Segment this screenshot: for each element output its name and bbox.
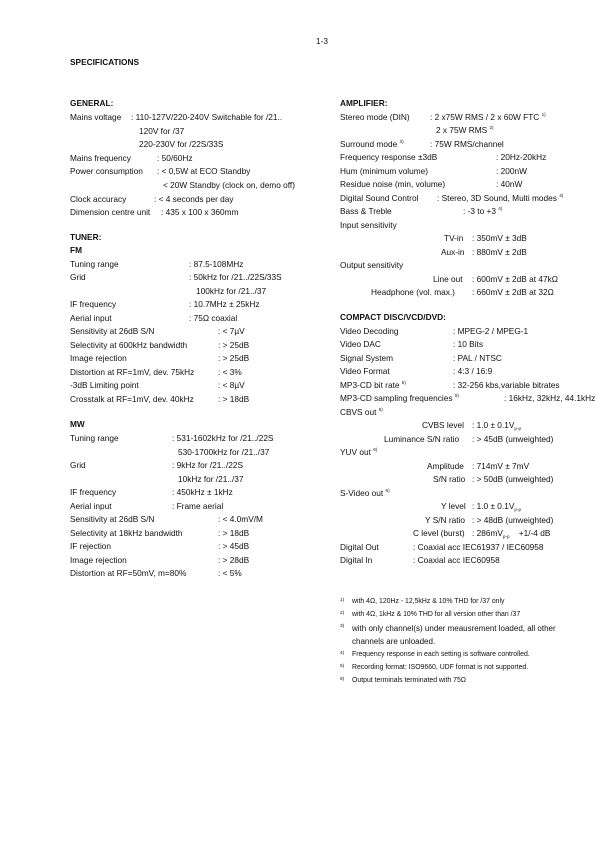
fm-row-value: : < 7µV bbox=[218, 326, 245, 336]
surround-value: : 75W RMS/channel bbox=[430, 139, 504, 149]
dsc-label: Digital Sound Control bbox=[340, 193, 419, 203]
fm-row-value: : < 3% bbox=[218, 367, 242, 377]
input-sensitivity-label: Input sensitivity bbox=[340, 220, 397, 230]
output-sensitivity-label: Output sensitivity bbox=[340, 260, 404, 270]
video-dac-value: : 10 Bits bbox=[453, 339, 483, 349]
digital-in-label: Digital In bbox=[340, 555, 373, 565]
residue-value: : 40nW bbox=[496, 179, 523, 189]
stereo-value-2: 2 x 75W RMS $^{2)}$ bbox=[436, 125, 494, 135]
freq-value: : 20Hz-20kHz bbox=[496, 152, 547, 162]
fm-row-label: Grid bbox=[70, 272, 86, 282]
mains-frequency-label: Mains frequency bbox=[70, 153, 131, 163]
mw-row-label: Image rejection bbox=[70, 555, 127, 565]
footnote-mark: 5) bbox=[340, 664, 345, 669]
ylevel-value: : $1.0 \pm 0.1V_{p-p}$ bbox=[472, 501, 522, 512]
mw-row-value: : 9kHz for /21../22S bbox=[172, 460, 244, 470]
video-dac-label: Video DAC bbox=[340, 339, 381, 349]
mw-row-value: 530-1700kHz for /21../37 bbox=[178, 447, 270, 457]
svideo-label: S-Video out $^{6)}$ bbox=[340, 488, 390, 498]
mw-row-value: : > 45dB bbox=[218, 541, 250, 551]
mw-row-value: : > 18dB bbox=[218, 528, 250, 538]
mw-row-value: : 531-1602kHz for /21../22S bbox=[172, 433, 274, 443]
luminance-label: Luminance S/N ratio bbox=[384, 434, 460, 444]
fm-row-label: Distortion at RF=1mV, dev. 75kHz bbox=[70, 367, 195, 377]
footnote-text: with 4Ω, 1kHz & 10% THD for all version other than /37 bbox=[352, 611, 521, 618]
format-label: Video Format bbox=[340, 366, 390, 376]
mp3-bitrate-value: : 32-256 kbs,variable bitrates bbox=[453, 380, 560, 390]
fm-row-value: : 87.5-108MHz bbox=[189, 259, 244, 269]
footnote-text: Recording format: ISO9660, UDF format is not supported. bbox=[352, 664, 529, 671]
signal-label: Signal System bbox=[340, 353, 394, 363]
hum-value: : 200nW bbox=[496, 166, 527, 176]
digital-out-label: Digital Out bbox=[340, 542, 379, 552]
digital-out-value: : Coaxial acc IEC61937 / IEC60958 bbox=[413, 542, 544, 552]
fm-row-label: Selectivity at 600kHz bandwidth bbox=[70, 340, 188, 350]
footnote-mark: 1) bbox=[340, 598, 345, 603]
fm-row-label: IF frequency bbox=[70, 299, 117, 309]
mw-row-label: Sensitivity at 26dB S/N bbox=[70, 514, 155, 524]
mw-row-label: Selectivity at 18kHz bandwidth bbox=[70, 528, 183, 538]
surround-label: Surround mode $^{3)}$ bbox=[340, 139, 404, 149]
mains-voltage-value-3: 220-230V for /22S/33S bbox=[139, 139, 224, 149]
power-label: Power consumption bbox=[70, 166, 143, 176]
page-title: SPECIFICATIONS bbox=[70, 57, 139, 67]
fm-row-label: Crosstalk at RF=1mV, dev. 40kHz bbox=[70, 394, 194, 404]
mw-row-value: : < 5% bbox=[218, 568, 242, 578]
cbvs-level-value: : $1.0 \pm 0.1V_{p-p}$ bbox=[472, 420, 522, 431]
footnote-text: Frequency response in each setting is software controlled. bbox=[352, 651, 530, 658]
signal-value: : PAL / NTSC bbox=[453, 353, 502, 363]
fm-row-label: Tuning range bbox=[70, 259, 119, 269]
footnote-mark: 4) bbox=[340, 651, 345, 656]
dsc-value: : Stereo, 3D Sound, Multi modes $^{4)}$ bbox=[437, 193, 564, 203]
mains-frequency-value: : 50/60Hz bbox=[157, 153, 193, 163]
clock-value: : < 4 seconds per day bbox=[154, 194, 234, 204]
headphone-value: : 660mV ± 2dB at 32Ω bbox=[472, 287, 554, 297]
mw-heading: MW bbox=[70, 419, 85, 429]
amplitude-value: : 714mV ± 7mV bbox=[472, 461, 530, 471]
cbvs-level-label: CVBS level bbox=[422, 420, 464, 430]
fm-row-label: Image rejection bbox=[70, 353, 127, 363]
footnote-mark: 2) bbox=[340, 611, 345, 616]
footnote-text: with 4Ω, 120Hz - 12,5kHz & 10% THD for /37 only bbox=[352, 598, 505, 605]
mw-row-label: Tuning range bbox=[70, 433, 119, 443]
residue-label: Residue noise (min, volume) bbox=[340, 179, 446, 189]
fm-row-label: Aerial input bbox=[70, 313, 112, 323]
footnote-text: channels are unloaded. bbox=[352, 637, 436, 646]
mw-row-value: : > 28dB bbox=[218, 555, 250, 565]
footnote-mark: 6) bbox=[340, 677, 345, 682]
yuv-label: YUV out $^{6)}$ bbox=[340, 447, 378, 457]
mp3-bitrate-label: MP3-CD bit rate $^{5)}$ bbox=[340, 380, 406, 390]
power-value: : < 0,5W at ECO Standby bbox=[157, 166, 251, 176]
lineout-label: Line out bbox=[433, 274, 463, 284]
tuner-heading: TUNER: bbox=[70, 232, 102, 242]
mains-voltage-label: Mains voltage bbox=[70, 112, 122, 122]
dimension-label: Dimension centre unit bbox=[70, 207, 151, 217]
fm-row-value: : 10.7MHz ± 25kHz bbox=[189, 299, 260, 309]
fm-row-value: : > 25dB bbox=[218, 340, 250, 350]
mw-row-label: IF rejection bbox=[70, 541, 112, 551]
cbvs-label: CBVS out $^{6)}$ bbox=[340, 407, 383, 417]
mw-row-label: Grid bbox=[70, 460, 86, 470]
footnote-text: Output terminals terminated with 75Ω bbox=[352, 677, 466, 684]
fm-row-value: : 50kHz for /21../22S/33S bbox=[189, 272, 282, 282]
digital-in-value: : Coaxial acc IEC60958 bbox=[413, 555, 500, 565]
mw-row-value: : 450kHz ± 1kHz bbox=[172, 487, 233, 497]
video-decoding-label: Video Decoding bbox=[340, 326, 399, 336]
auxin-value: : 880mV ± 2dB bbox=[472, 247, 527, 257]
sn-label: S/N ratio bbox=[433, 474, 466, 484]
stereo-label: Stereo mode (DIN) bbox=[340, 112, 410, 122]
fm-row-value: 100kHz for /21../37 bbox=[196, 286, 267, 296]
mw-row-label: Distortion at RF=50mV, m=80% bbox=[70, 568, 187, 578]
cd-heading: COMPACT DISC/VCD/DVD: bbox=[340, 312, 446, 322]
tvin-label: TV-in bbox=[444, 233, 464, 243]
mw-row-label: IF frequency bbox=[70, 487, 117, 497]
format-value: : 4:3 / 16:9 bbox=[453, 366, 493, 376]
mw-row-value: : Frame aerial bbox=[172, 501, 224, 511]
ysn-value: : > 48dB (unweighted) bbox=[472, 515, 554, 525]
amplifier-heading: AMPLIFIER: bbox=[340, 98, 388, 108]
fm-row-value: : 75Ω coaxial bbox=[189, 313, 238, 323]
mw-row-value: 10kHz for /21../37 bbox=[178, 474, 244, 484]
clevel-value: : $286mV_{p-p}$ +1/-4 dB bbox=[472, 528, 551, 539]
amplitude-label: Amplitude bbox=[427, 461, 464, 471]
clevel-label: C level (burst) bbox=[413, 528, 465, 538]
fm-row-value: : > 18dB bbox=[218, 394, 250, 404]
bass-label: Bass & Treble bbox=[340, 206, 392, 216]
fm-heading: FM bbox=[70, 245, 82, 255]
footnote-mark: 3) bbox=[340, 624, 345, 629]
mains-voltage-value-2: 120V for /37 bbox=[139, 126, 185, 136]
power-value-2: < 20W Standby (clock on, demo off) bbox=[163, 180, 295, 190]
mp3-sampling-value: : 16kHz, 32kHz, 44.1kHz bbox=[504, 393, 595, 403]
video-decoding-value: : MPEG-2 / MPEG-1 bbox=[453, 326, 529, 336]
bass-value: : -3 to +3 $^{4)}$ bbox=[463, 206, 503, 216]
mains-voltage-value: : 110-127V/220-240V Switchable for /21.. bbox=[131, 112, 283, 122]
ylevel-label: Y level bbox=[441, 501, 466, 511]
fm-row-label: Sensitivity at 26dB S/N bbox=[70, 326, 155, 336]
sn-value: : > 50dB (unweighted) bbox=[472, 474, 554, 484]
general-heading: GENERAL: bbox=[70, 98, 114, 108]
fm-row-value: : < 8µV bbox=[218, 380, 245, 390]
headphone-label: Headphone (vol. max.) bbox=[371, 287, 455, 297]
mp3-sampling-label: MP3-CD sampling frequencies $^{5)}$ bbox=[340, 393, 459, 403]
hum-label: Hum (minimum volume) bbox=[340, 166, 429, 176]
dimension-value: : 435 x 100 x 360mm bbox=[161, 207, 239, 217]
page-number: 1-3 bbox=[316, 36, 328, 46]
ysn-label: Y S/N ratio bbox=[425, 515, 465, 525]
lineout-value: : 600mV ± 2dB at 47kΩ bbox=[472, 274, 558, 284]
fm-row-value: : > 25dB bbox=[218, 353, 250, 363]
mw-row-value: : < 4.0mV/M bbox=[218, 514, 263, 524]
tvin-value: : 350mV ± 3dB bbox=[472, 233, 527, 243]
auxin-label: Aux-in bbox=[441, 247, 465, 257]
stereo-value: : 2 x75W RMS / 2 x 60W FTC $^{1)}$ bbox=[430, 112, 546, 122]
clock-label: Clock accuracy bbox=[70, 194, 127, 204]
freq-label: Frequency response ±3dB bbox=[340, 152, 438, 162]
footnote-text: with only channel(s) under meausrement loaded, all other bbox=[352, 624, 556, 633]
mw-row-label: Aerial input bbox=[70, 501, 112, 511]
luminance-value: : > 45dB (unweighted) bbox=[472, 434, 554, 444]
fm-row-label: -3dB Limiting point bbox=[70, 380, 139, 390]
